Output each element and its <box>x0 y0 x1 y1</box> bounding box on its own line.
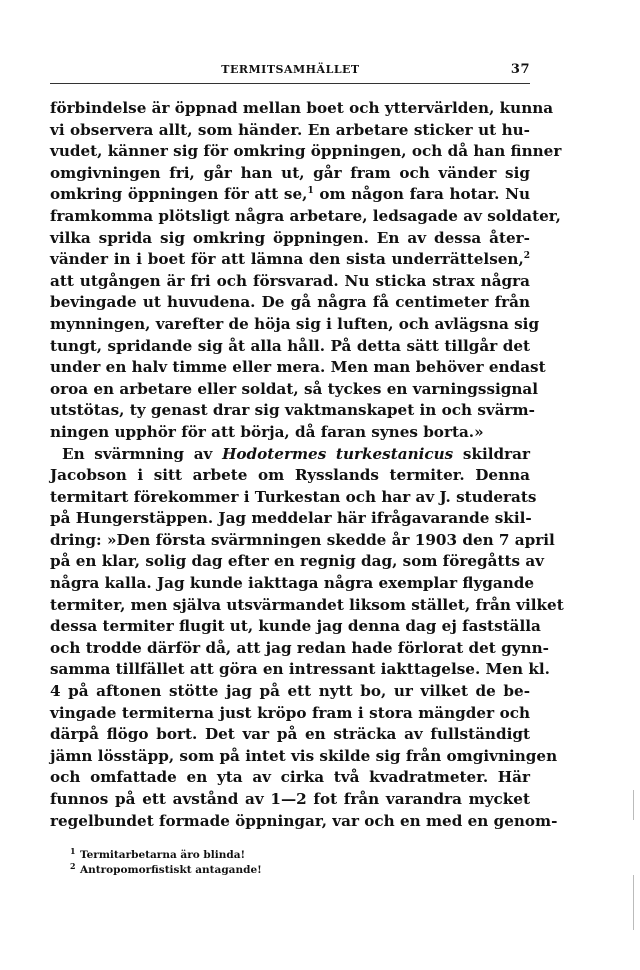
footnotes <box>50 845 530 878</box>
text-line: utstötas, ty genast drar sig vaktmanskapet in och svärm- <box>50 401 535 420</box>
text-line: tungt, spridande sig åt alla håll. På detta sätt tillgår det <box>50 336 530 355</box>
text-line <box>50 184 530 206</box>
species-name: Hodotermes turkestanicus <box>222 444 454 463</box>
text-line <box>50 249 530 271</box>
text-line <box>50 444 530 466</box>
text-line: dessa termiter flugit ut, kunde jag denna dag ej fastställa <box>50 617 541 636</box>
footnote: 2 Antropomorfistiskt antagande! <box>70 860 262 877</box>
scan-edge-mark <box>633 790 634 820</box>
text-segment: vänder in i boet för att lämna den sista underrättelsen, <box>50 250 524 269</box>
text-line: därpå flögo bort. Det var på en sträcka av fullständigt <box>50 725 530 744</box>
running-head: TERMITSAMHÄLLET <box>221 63 360 76</box>
footnote-text: Termitarbetarna äro blinda! <box>80 849 246 862</box>
text-line: funnos på ett avstånd av 1—2 fot från varandra mycket <box>50 790 530 808</box>
text-line: samma tillfället att göra en intressant iakttagelse. Men kl. <box>50 660 550 679</box>
text-line: vi observera allt, som händer. En arbetare sticker ut hu- <box>50 120 530 139</box>
text-line: oroa en arbetare eller soldat, så tyckes en varningssignal <box>50 379 539 398</box>
footnote: 1 Termitarbetarna äro blinda! <box>70 845 246 862</box>
text-line: vudet, känner sig för omkring öppningen, och då han finner <box>50 142 562 161</box>
body-text <box>50 98 564 832</box>
text-line: under en halv timme eller mera. Men man behöver endast <box>50 358 546 377</box>
footnote-ref-2: 2 <box>523 251 530 262</box>
text-segment: skildrar <box>453 444 530 463</box>
text-line: 4 på aftonen stötte jag på ett nytt bo, ur vilket de be- <box>50 682 530 701</box>
text-line: regelbundet formade öppningar, var och en med en genom- <box>50 811 558 830</box>
text-line: dring: »Den första svärmningen skedde år 1903 den 7 april <box>50 530 555 549</box>
text-line: och trodde därför då, att jag redan hade förlorat det gynn- <box>50 638 549 657</box>
page-header <box>50 62 530 84</box>
text-line: termiter, men själva utsvärmandet liksom stället, från vilket <box>50 595 564 614</box>
text-line: och omfattade en yta av cirka två kvadratmeter. Här <box>50 768 530 787</box>
footnote-ref-1: 1 <box>307 186 314 197</box>
text-line: termitart förekommer i Turkestan och har av J. studerats <box>50 487 537 506</box>
text-line: Jacobson i sitt arbete om Rysslands termiter. Denna <box>50 466 530 485</box>
text-segment: omkring öppningen för att se, <box>50 185 308 204</box>
text-line: ningen upphör för att börja, då faran synes borta.» <box>50 422 484 441</box>
text-segment: En svärmning av <box>62 444 223 463</box>
text-segment: om någon fara hotar. Nu <box>313 185 531 204</box>
text-line: mynningen, varefter de höja sig i luften, och avlägsna sig <box>50 314 540 333</box>
text-line: framkomma plötsligt några arbetare, ledsagade av soldater, <box>50 206 561 225</box>
text-line: några kalla. Jag kunde iakttaga några exemplar flygande <box>50 574 535 593</box>
page-number: 37 <box>510 62 530 77</box>
footnote-text: Antropomorfistiskt antagande! <box>80 864 262 877</box>
text-line: jämn lösstäpp, som på intet vis skilde sig från omgivningen <box>50 746 558 765</box>
text-line: vingade termiterna just kröpo fram i stora mängder och <box>50 703 530 722</box>
text-line: förbindelse är öppnad mellan boet och yttervärlden, kunna <box>50 99 554 117</box>
text-line: på en klar, solig dag efter en regnig dag, som föregåtts av <box>50 552 545 571</box>
scan-edge-mark <box>633 875 634 930</box>
text-line: på Hungerstäppen. Jag meddelar här ifrågavarande skil- <box>50 509 532 528</box>
book-page <box>50 62 564 878</box>
text-line: att utgången är fri och försvarad. Nu sticka strax några <box>50 271 530 290</box>
text-line: bevingade ut huvudena. De gå några få centimeter från <box>50 293 530 312</box>
text-line: omgivningen fri, går han ut, går fram och vänder sig <box>50 163 530 182</box>
text-line: vilka sprida sig omkring öppningen. En av dessa åter- <box>50 228 530 247</box>
